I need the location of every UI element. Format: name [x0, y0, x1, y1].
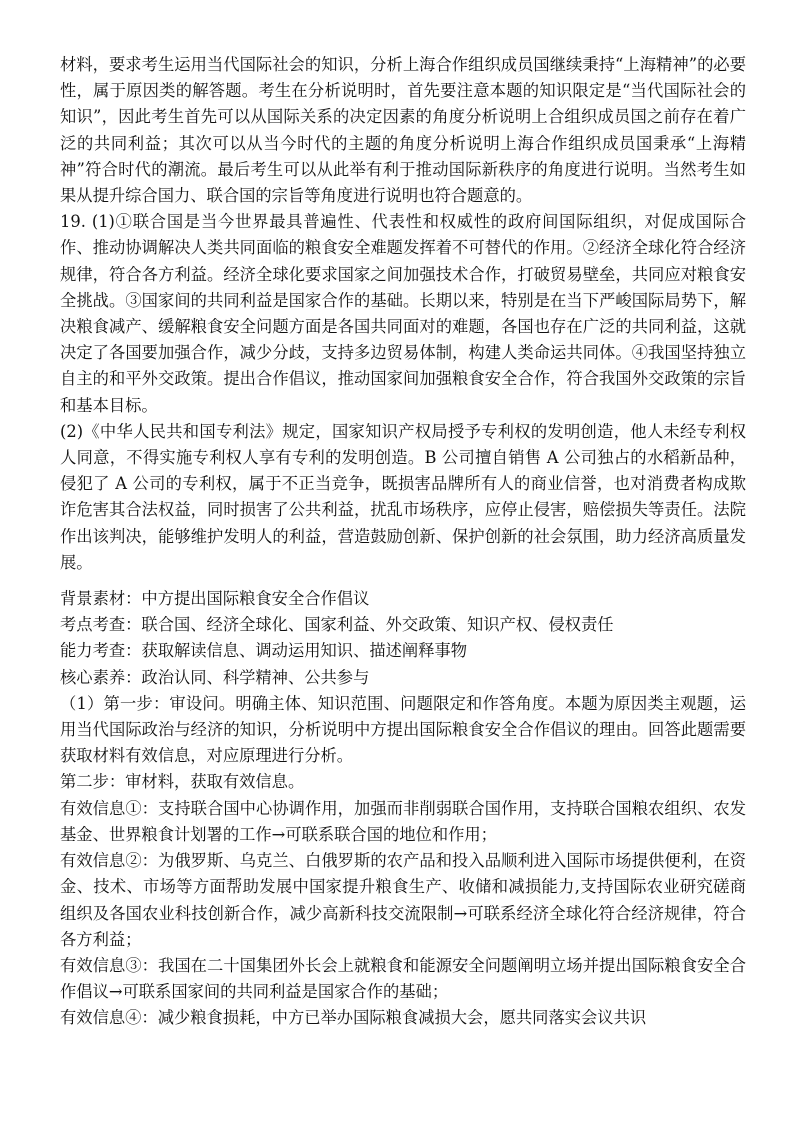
effective-info-1: 有效信息①：支持联合国中心协调作用，加强而非削弱联合国作用，支持联合国粮农组织、农发基金、世界粮食计划署的工作→可联系联合国的地位和作用； — [60, 798, 746, 844]
effective-info-3: 有效信息③：我国在二十国集团外长会上就粮食和能源安全问题阐明立场并提出国际粮食安全合作倡议→可联系国家间的共同利益是国家合作的基础； — [60, 955, 746, 1002]
exam-points-line: 考点考查：联合国、经济全球化、国家利益、外交政策、知识产权、侵权责任 — [60, 615, 614, 635]
answer-19-part-2: (2)《中华人民共和国专利法》规定，国家知识产权局授予专利权的发明创造，他人未经专利权人同意，不得实施专利权人享有专利的发明创造。B 公司擅自销售 A 公司独占的水稻新品种，侵犯了 A 公司的专利权，属于不正当竞争，既损害品牌所有人的商业信誉，也对消费者构成欺诈危害其合法权益，同时损害了公共利益，扰乱市场秩序，应停止侵害，赔偿损失等责任。法院作出该判决，能够维护发明人的利益，营造鼓励创新、保护创新的社会氛围，助力经济高质量发展。 — [60, 421, 746, 572]
background-material-line: 背景素材：中方提出国际粮食安全合作倡议 — [60, 589, 370, 609]
effective-info-2: 有效信息②：为俄罗斯、乌克兰、白俄罗斯的农产品和投入品顺利进入国际市场提供便利，在资金、技术、市场等方面帮助发展中国家提升粮食生产、收储和减损能力,支持国际农业研究磋商组织及各国农业科技创新合作，减少高新科技交流限制→可联系经济全球化符合经济规律，符合各方利益； — [60, 851, 746, 949]
step-1-paragraph: （1）第一步：审设问。明确主体、知识范围、问题限定和作答角度。本题为原因类主观题，运用当代国际政治与经济的知识，分析说明中方提出国际粮食安全合作倡议的理由。回答此题需要获取材料有效信息，对应原理进行分析。 — [60, 693, 746, 766]
effective-info-4: 有效信息④：减少粮食损耗，中方已举办国际粮食减损大会，愿共同落实会议共识 — [60, 1008, 647, 1028]
ability-line: 能力考查：获取解读信息、调动运用知识、描述阐释事物 — [60, 641, 468, 661]
analysis-intro-paragraph: 材料，要求考生运用当代国际社会的知识，分析上海合作组织成员国继续秉持“上海精神”的必要性，属于原因类的解答题。考生在分析说明时，首先要注意本题的知识限定是“当代国际社会的知识”，因此考生首先可以从国际关系的决定因素的角度分析说明上合组织成员国之前存在着广泛的共同利益；其次可以从当今时代的主题的角度分析说明上海合作组织成员国秉承“上海精神”符合时代的潮流。最后考生可以从此举有利于推动国际新秩序的角度进行说明。当然考生如果从提升综合国力、联合国的宗旨等角度进行说明也符合题意的。 — [60, 55, 746, 206]
section-spacer — [60, 576, 746, 586]
answer-19-part-1: 19. (1)①联合国是当今世界最具普遍性、代表性和权威性的政府间国际组织，对促成国际合作、推动协调解决人类共同面临的粮食安全难题发挥着不可替代的作用。②经济全球化符合经济规律，符合各方利益。经济全球化要求国家之间加强技术合作，打破贸易壁垒，共同应对粮食安全挑战。③国家间的共同利益是国家合作的基础。长期以来，特别是在当下严峻国际局势下，解决粮食减产、缓解粮食安全问题方面是各国共同面对的难题，各国也存在广泛的共同利益，这就决定了各国要加强合作，减少分歧，支持多边贸易体制，构建人类命运共同体。④我国坚持独立自主的和平外交政策。提出合作倡议，推动国家间加强粮食安全合作，符合我国外交政策的宗旨和基本目标。 — [60, 212, 746, 415]
core-literacy-line: 核心素养：政治认同、科学精神、公共参与 — [60, 667, 370, 687]
step-2-heading: 第二步：审材料，获取有效信息。 — [60, 772, 305, 792]
document-page — [60, 52, 746, 1032]
